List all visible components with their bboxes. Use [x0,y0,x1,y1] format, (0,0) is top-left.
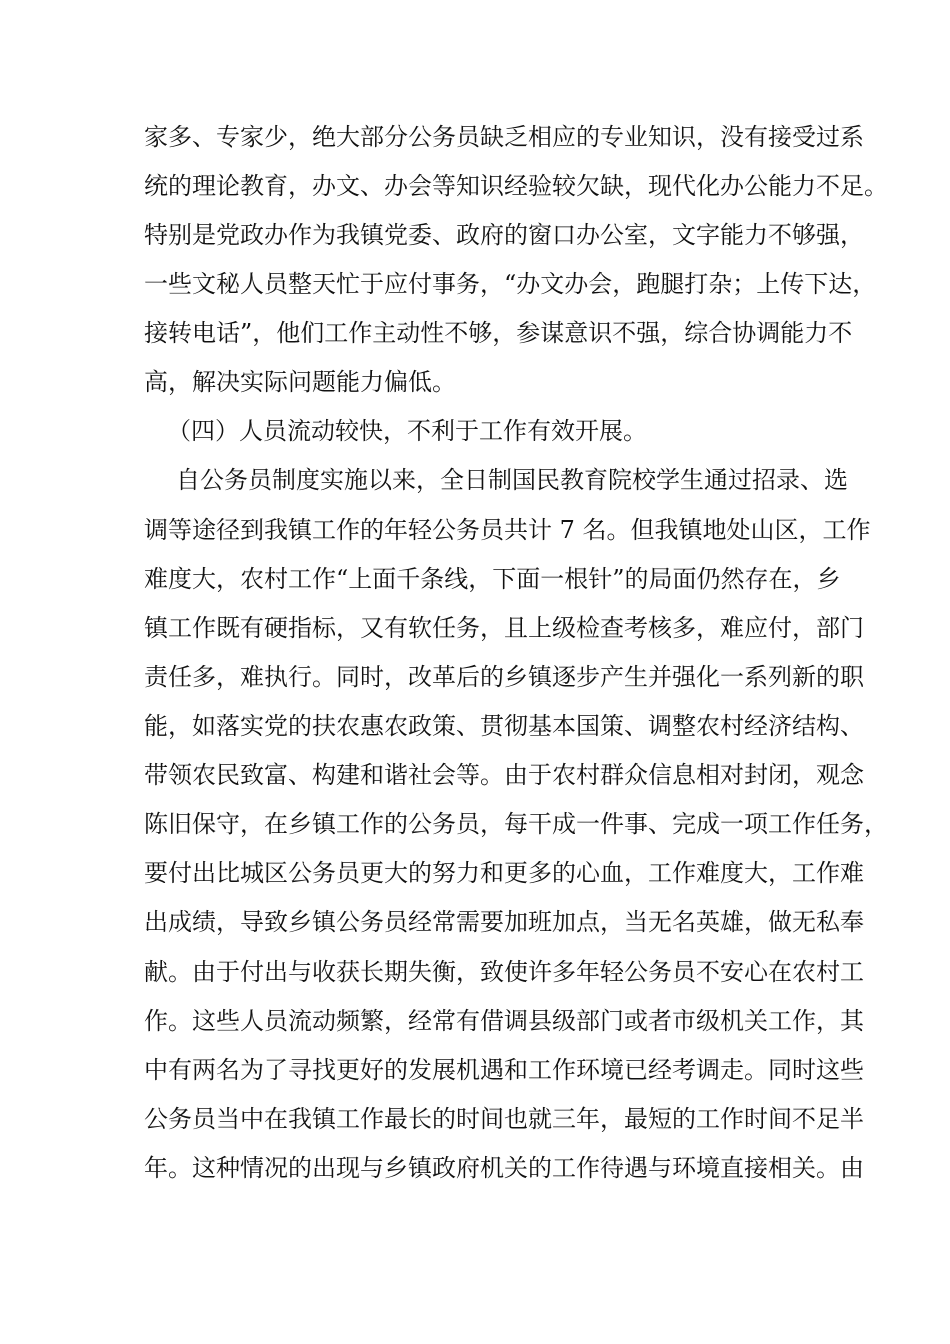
body-text-line: 陈旧保守，在乡镇工作的公务员，每干成一件事、完成一项工作任务， [144,810,888,838]
body-text-line: 责任多，难执行。同时，改革后的乡镇逐步产生并强化一系列新的职 [144,663,864,691]
body-text-line: 调等途径到我镇工作的年轻公务员共计 7 名。但我镇地处山区，工作 [144,516,871,544]
body-text-line: 高，解决实际问题能力偏低。 [144,368,456,396]
body-text-line: 要付出比城区公务员更大的努力和更多的心血，工作难度大，工作难 [144,859,864,887]
body-text-line: 出成绩，导致乡镇公务员经常需要加班加点，当无名英雄，做无私奉 [144,908,864,936]
body-text-line: 统的理论教育，办文、办会等知识经验较欠缺，现代化办公能力不足。 [144,172,888,200]
body-text-line: 特别是党政办作为我镇党委、政府的窗口办公室，文字能力不够强， [144,221,864,249]
body-text-line: 镇工作既有硬指标，又有软任务，且上级检查考核多，难应付，部门 [144,614,864,642]
body-text-line: 接转电话”，他们工作主动性不够，参谋意识不强，综合协调能力不 [144,319,853,347]
body-text-line: 年。这种情况的出现与乡镇政府机关的工作待遇与环境直接相关。由 [144,1154,864,1182]
body-text-line: 作。这些人员流动频繁，经常有借调县级部门或者市级机关工作，其 [144,1007,864,1035]
paragraph-first-line: 自公务员制度实施以来，全日制国民教育院校学生通过招录、选 [176,466,848,494]
body-text-line: 一些文秘人员整天忙于应付事务，“办文办会，跑腿打杂；上传下达， [144,270,877,298]
body-text-line: 能，如落实党的扶农惠农政策、贯彻基本国策、调整农村经济结构、 [144,712,864,740]
body-text-line: 献。由于付出与收获长期失衡，致使许多年轻公务员不安心在农村工 [144,958,864,986]
section-heading: （四）人员流动较快，不利于工作有效开展。 [167,417,647,445]
body-text-line: 带领农民致富、构建和谐社会等。由于农村群众信息相对封闭，观念 [144,761,864,789]
body-text-line: 中有两名为了寻找更好的发展机遇和工作环境已经考调走。同时这些 [144,1056,864,1084]
body-text-line: 公务员当中在我镇工作最长的时间也就三年，最短的工作时间不足半 [144,1105,864,1133]
body-text-line: 家多、专家少，绝大部分公务员缺乏相应的专业知识，没有接受过系 [144,123,864,151]
body-text-line: 难度大，农村工作“上面千条线，下面一根针”的局面仍然存在，乡 [144,565,841,593]
